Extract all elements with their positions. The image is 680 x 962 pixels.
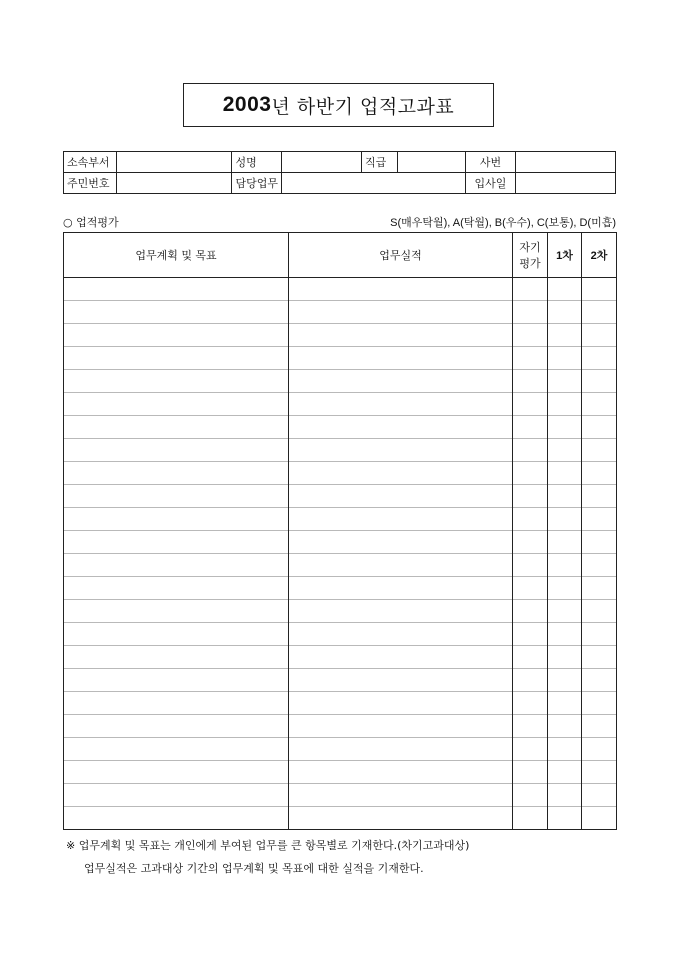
self-eval-cell[interactable] bbox=[513, 784, 548, 807]
results-cell[interactable] bbox=[289, 416, 513, 439]
second-eval-cell[interactable] bbox=[582, 301, 617, 324]
first-eval-cell[interactable] bbox=[548, 577, 582, 600]
second-eval-cell[interactable] bbox=[582, 462, 617, 485]
self-eval-cell[interactable] bbox=[513, 692, 548, 715]
self-eval-cell[interactable] bbox=[513, 370, 548, 393]
plan-cell[interactable] bbox=[64, 301, 289, 324]
first-eval-cell[interactable] bbox=[548, 301, 582, 324]
table-row bbox=[64, 301, 617, 324]
plan-cell[interactable] bbox=[64, 531, 289, 554]
table-row bbox=[64, 738, 617, 761]
self-eval-cell[interactable] bbox=[513, 462, 548, 485]
table-row bbox=[64, 485, 617, 508]
first-eval-cell[interactable] bbox=[548, 738, 582, 761]
self-eval-cell[interactable] bbox=[513, 761, 548, 784]
results-cell[interactable] bbox=[289, 485, 513, 508]
duty-label: 담당업무 bbox=[232, 173, 282, 194]
results-cell[interactable] bbox=[289, 301, 513, 324]
info-row-1 bbox=[64, 152, 616, 173]
second-eval-cell[interactable] bbox=[582, 531, 617, 554]
first-eval-cell[interactable] bbox=[548, 623, 582, 646]
first-eval-cell[interactable] bbox=[548, 324, 582, 347]
results-cell[interactable] bbox=[289, 508, 513, 531]
plan-cell[interactable] bbox=[64, 600, 289, 623]
results-cell[interactable] bbox=[289, 600, 513, 623]
first-eval-cell[interactable] bbox=[548, 531, 582, 554]
second-eval-cell[interactable] bbox=[582, 715, 617, 738]
plan-cell[interactable] bbox=[64, 462, 289, 485]
plan-cell[interactable] bbox=[64, 738, 289, 761]
position-field[interactable] bbox=[397, 152, 466, 173]
first-eval-cell[interactable] bbox=[548, 807, 582, 830]
results-cell[interactable] bbox=[289, 554, 513, 577]
table-row bbox=[64, 669, 617, 692]
header-second: 2차 bbox=[582, 233, 617, 278]
first-eval-cell[interactable] bbox=[548, 715, 582, 738]
table-row bbox=[64, 324, 617, 347]
second-eval-cell[interactable] bbox=[582, 600, 617, 623]
table-row bbox=[64, 393, 617, 416]
idno-label: 주민번호 bbox=[64, 173, 117, 194]
self-eval-cell[interactable] bbox=[513, 393, 548, 416]
second-eval-cell[interactable] bbox=[582, 416, 617, 439]
plan-cell[interactable] bbox=[64, 692, 289, 715]
second-eval-cell[interactable] bbox=[582, 278, 617, 301]
table-row bbox=[64, 416, 617, 439]
plan-cell[interactable] bbox=[64, 554, 289, 577]
table-row bbox=[64, 347, 617, 370]
second-eval-cell[interactable] bbox=[582, 646, 617, 669]
results-cell[interactable] bbox=[289, 577, 513, 600]
plan-cell[interactable] bbox=[64, 715, 289, 738]
empno-field[interactable] bbox=[515, 152, 615, 173]
second-eval-cell[interactable] bbox=[582, 807, 617, 830]
duty-field[interactable] bbox=[281, 173, 465, 194]
self-eval-cell[interactable] bbox=[513, 807, 548, 830]
header-self-eval bbox=[513, 233, 548, 278]
table-row bbox=[64, 278, 617, 301]
header-plan: 업무계획 및 목표 bbox=[64, 233, 289, 278]
self-eval-cell[interactable] bbox=[513, 416, 548, 439]
self-eval-cell[interactable] bbox=[513, 600, 548, 623]
self-eval-cell[interactable] bbox=[513, 738, 548, 761]
table-row bbox=[64, 692, 617, 715]
results-cell[interactable] bbox=[289, 347, 513, 370]
second-eval-cell[interactable] bbox=[582, 439, 617, 462]
self-eval-cell[interactable] bbox=[513, 485, 548, 508]
name-field[interactable] bbox=[281, 152, 361, 173]
table-row bbox=[64, 807, 617, 830]
plan-cell[interactable] bbox=[64, 623, 289, 646]
joindate-field[interactable] bbox=[515, 173, 615, 194]
table-row bbox=[64, 761, 617, 784]
second-eval-cell[interactable] bbox=[582, 370, 617, 393]
first-eval-cell[interactable] bbox=[548, 416, 582, 439]
self-eval-cell[interactable] bbox=[513, 531, 548, 554]
evaluation-table bbox=[63, 232, 617, 830]
table-row bbox=[64, 462, 617, 485]
self-eval-cell[interactable] bbox=[513, 324, 548, 347]
second-eval-cell[interactable] bbox=[582, 692, 617, 715]
first-eval-cell[interactable] bbox=[548, 508, 582, 531]
name-label: 성명 bbox=[232, 152, 282, 173]
self-eval-cell[interactable] bbox=[513, 577, 548, 600]
results-cell[interactable] bbox=[289, 439, 513, 462]
idno-field[interactable] bbox=[116, 173, 232, 194]
plan-cell[interactable] bbox=[64, 393, 289, 416]
table-row bbox=[64, 370, 617, 393]
plan-cell[interactable] bbox=[64, 439, 289, 462]
grade-legend: S(매우탁월), A(탁월), B(우수), C(보통), D(미흡) bbox=[390, 217, 616, 229]
plan-cell[interactable] bbox=[64, 508, 289, 531]
first-eval-cell[interactable] bbox=[548, 347, 582, 370]
self-eval-cell[interactable] bbox=[513, 439, 548, 462]
first-eval-cell[interactable] bbox=[548, 485, 582, 508]
results-cell[interactable] bbox=[289, 393, 513, 416]
second-eval-cell[interactable] bbox=[582, 577, 617, 600]
results-cell[interactable] bbox=[289, 531, 513, 554]
second-eval-cell[interactable] bbox=[582, 761, 617, 784]
first-eval-cell[interactable] bbox=[548, 462, 582, 485]
second-eval-cell[interactable] bbox=[582, 554, 617, 577]
plan-cell[interactable] bbox=[64, 669, 289, 692]
results-cell[interactable] bbox=[289, 623, 513, 646]
header-self-line1: 자기 bbox=[519, 241, 541, 254]
plan-cell[interactable] bbox=[64, 347, 289, 370]
dept-label: 소속부서 bbox=[64, 152, 117, 173]
first-eval-cell[interactable] bbox=[548, 784, 582, 807]
plan-cell[interactable] bbox=[64, 416, 289, 439]
results-cell[interactable] bbox=[289, 692, 513, 715]
first-eval-cell[interactable] bbox=[548, 393, 582, 416]
note-line-2: 업무실적은 고과대상 기간의 업무계획 및 목표에 대한 실적을 기재한다. bbox=[84, 862, 424, 875]
first-eval-cell[interactable] bbox=[548, 669, 582, 692]
first-eval-cell[interactable] bbox=[548, 600, 582, 623]
first-eval-cell[interactable] bbox=[548, 554, 582, 577]
first-eval-cell[interactable] bbox=[548, 278, 582, 301]
table-row bbox=[64, 577, 617, 600]
note-line-1: ※ 업무계획 및 목표는 개인에게 부여된 업무를 큰 항목별로 기재한다.(차기고과대상) bbox=[66, 839, 470, 852]
joindate-label: 입사일 bbox=[466, 173, 516, 194]
info-row-2 bbox=[64, 173, 616, 194]
results-cell[interactable] bbox=[289, 738, 513, 761]
plan-cell[interactable] bbox=[64, 761, 289, 784]
results-cell[interactable] bbox=[289, 807, 513, 830]
results-cell[interactable] bbox=[289, 669, 513, 692]
results-cell[interactable] bbox=[289, 462, 513, 485]
self-eval-cell[interactable] bbox=[513, 646, 548, 669]
results-cell[interactable] bbox=[289, 761, 513, 784]
results-cell[interactable] bbox=[289, 784, 513, 807]
plan-cell[interactable] bbox=[64, 577, 289, 600]
plan-cell[interactable] bbox=[64, 646, 289, 669]
second-eval-cell[interactable] bbox=[582, 347, 617, 370]
first-eval-cell[interactable] bbox=[548, 761, 582, 784]
plan-cell[interactable] bbox=[64, 278, 289, 301]
empno-label: 사번 bbox=[466, 152, 516, 173]
title-text: 년 하반기 업적고과표 bbox=[271, 95, 455, 118]
plan-cell[interactable] bbox=[64, 784, 289, 807]
results-cell[interactable] bbox=[289, 715, 513, 738]
self-eval-cell[interactable] bbox=[513, 669, 548, 692]
second-eval-cell[interactable] bbox=[582, 393, 617, 416]
self-eval-cell[interactable] bbox=[513, 301, 548, 324]
table-row bbox=[64, 531, 617, 554]
position-label: 직급 bbox=[362, 152, 398, 173]
self-eval-cell[interactable] bbox=[513, 347, 548, 370]
plan-cell[interactable] bbox=[64, 485, 289, 508]
table-row bbox=[64, 623, 617, 646]
table-row bbox=[64, 439, 617, 462]
second-eval-cell[interactable] bbox=[582, 324, 617, 347]
table-row bbox=[64, 646, 617, 669]
section-label: ○ 업적평가 bbox=[63, 216, 119, 229]
plan-cell[interactable] bbox=[64, 324, 289, 347]
second-eval-cell[interactable] bbox=[582, 669, 617, 692]
header-self-line2: 평가 bbox=[519, 257, 541, 270]
self-eval-cell[interactable] bbox=[513, 278, 548, 301]
plan-cell[interactable] bbox=[64, 807, 289, 830]
results-cell[interactable] bbox=[289, 324, 513, 347]
table-row bbox=[64, 715, 617, 738]
table-row bbox=[64, 554, 617, 577]
first-eval-cell[interactable] bbox=[548, 370, 582, 393]
document-title bbox=[183, 83, 494, 127]
employee-info-table bbox=[63, 151, 616, 194]
results-cell[interactable] bbox=[289, 370, 513, 393]
eval-header-row bbox=[64, 233, 617, 278]
self-eval-cell[interactable] bbox=[513, 554, 548, 577]
first-eval-cell[interactable] bbox=[548, 646, 582, 669]
table-row bbox=[64, 508, 617, 531]
table-row bbox=[64, 600, 617, 623]
first-eval-cell[interactable] bbox=[548, 692, 582, 715]
second-eval-cell[interactable] bbox=[582, 485, 617, 508]
dept-field[interactable] bbox=[116, 152, 232, 173]
plan-cell[interactable] bbox=[64, 370, 289, 393]
table-row bbox=[64, 784, 617, 807]
self-eval-cell[interactable] bbox=[513, 508, 548, 531]
second-eval-cell[interactable] bbox=[582, 784, 617, 807]
header-first: 1차 bbox=[548, 233, 582, 278]
results-cell[interactable] bbox=[289, 646, 513, 669]
second-eval-cell[interactable] bbox=[582, 508, 617, 531]
self-eval-cell[interactable] bbox=[513, 715, 548, 738]
second-eval-cell[interactable] bbox=[582, 738, 617, 761]
second-eval-cell[interactable] bbox=[582, 623, 617, 646]
title-year: 2003 bbox=[222, 93, 272, 116]
results-cell[interactable] bbox=[289, 278, 513, 301]
self-eval-cell[interactable] bbox=[513, 623, 548, 646]
header-results: 업무실적 bbox=[289, 233, 513, 278]
evaluation-body bbox=[64, 278, 617, 830]
first-eval-cell[interactable] bbox=[548, 439, 582, 462]
